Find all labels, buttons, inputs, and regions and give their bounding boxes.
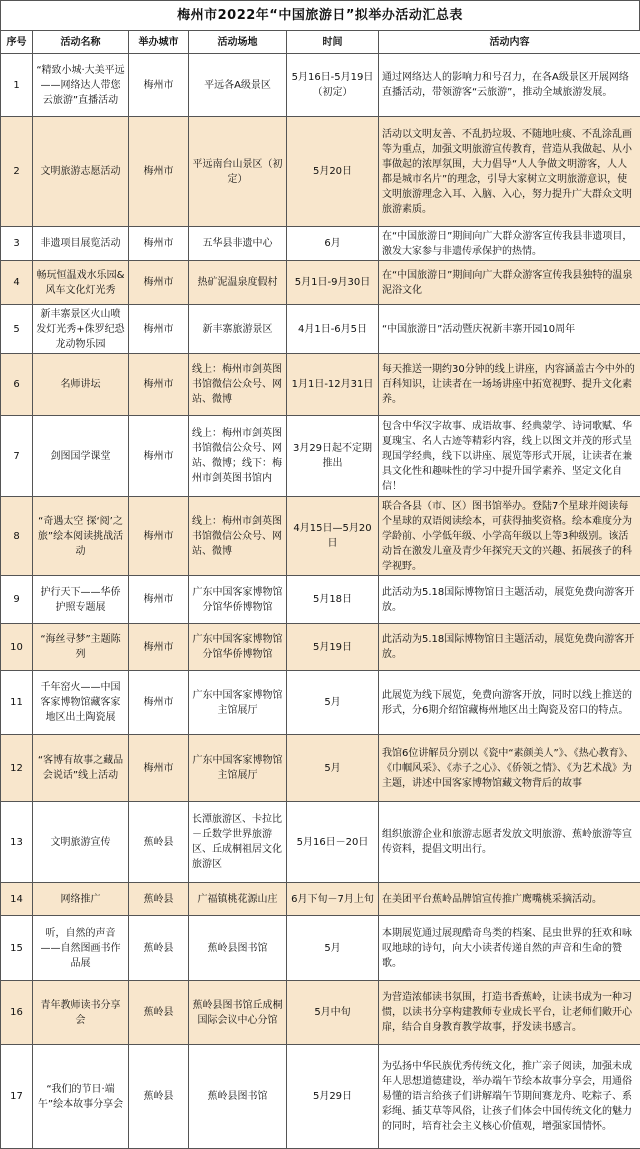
- table-row: [1, 354, 640, 416]
- cell-name: 网络推广: [33, 883, 129, 916]
- cell-time: 5月20日: [287, 117, 379, 227]
- cell-city: 梅州市: [129, 416, 189, 497]
- cell-city: 梅州市: [129, 497, 189, 576]
- cell-name: 新丰寨景区火山喷发灯光秀+侏罗纪恐龙动物乐园: [33, 305, 129, 354]
- table-row: [1, 981, 640, 1045]
- cell-no: 7: [1, 416, 33, 497]
- cell-city: 梅州市: [129, 227, 189, 261]
- cell-no: 16: [1, 981, 33, 1045]
- cell-time: 4月15日—5月20日: [287, 497, 379, 576]
- cell-city: 蕉岭县: [129, 883, 189, 916]
- cell-no: 3: [1, 227, 33, 261]
- cell-venue: 热矿泥温泉度假村: [189, 261, 287, 305]
- table-row: [1, 1045, 640, 1149]
- header-no: 序号: [1, 31, 33, 54]
- cell-content: 此活动为5.18国际博物馆日主题活动，展览免费向游客开放。: [379, 576, 640, 624]
- cell-name: 文明旅游志愿活动: [33, 117, 129, 227]
- cell-city: 蕉岭县: [129, 981, 189, 1045]
- cell-time: 6月: [287, 227, 379, 261]
- cell-content: 组织旅游企业和旅游志愿者发放文明旅游、蕉岭旅游等宣传资料，提倡文明出行。: [379, 802, 640, 883]
- cell-venue: 长潭旅游区、卡拉比－丘数学世界旅游区、丘成桐祖居文化旅游区: [189, 802, 287, 883]
- cell-name: “客博有故事之藏品会说话”线上活动: [33, 735, 129, 802]
- table-row: [1, 883, 640, 916]
- cell-time: 5月19日: [287, 624, 379, 671]
- cell-venue: 线上：梅州市剑英图书馆微信公众号、网站、微博；线下：梅州市剑英图书馆内: [189, 416, 287, 497]
- cell-no: 8: [1, 497, 33, 576]
- cell-content: 此活动为5.18国际博物馆日主题活动，展览免费向游客开放。: [379, 624, 640, 671]
- cell-name: “精致小城·大美平远——网络达人带您云旅游”直播活动: [33, 54, 129, 117]
- cell-time: 5月中旬: [287, 981, 379, 1045]
- table-row: [1, 497, 640, 576]
- cell-no: 17: [1, 1045, 33, 1149]
- cell-city: 梅州市: [129, 624, 189, 671]
- table-row: [1, 624, 640, 671]
- cell-no: 12: [1, 735, 33, 802]
- table-row: [1, 916, 640, 981]
- cell-content: 活动以文明友善、不乱扔垃圾、不随地吐痰、不乱涂乱画等为重点，加强文明旅游宣传教育，营造从我做起、从小事做起的浓厚氛围，大力倡导“人人争做文明游客，人人都是城市名片”的理念，引导大家树立文明旅游意识，使文明旅游理念入耳、入脑、入心，努力提升广大群众文明旅游素质。: [379, 117, 640, 227]
- table-row: [1, 227, 640, 261]
- cell-time: 5月18日: [287, 576, 379, 624]
- cell-content: “中国旅游日”活动暨庆祝新丰寨开园10周年: [379, 305, 640, 354]
- cell-city: 蕉岭县: [129, 1045, 189, 1149]
- cell-venue: 蕉岭县图书馆丘成桐国际会议中心分馆: [189, 981, 287, 1045]
- cell-no: 5: [1, 305, 33, 354]
- cell-time: 3月29日起不定期推出: [287, 416, 379, 497]
- header-city: 举办城市: [129, 31, 189, 54]
- cell-venue: 广东中国客家博物馆主馆展厅: [189, 671, 287, 735]
- cell-city: 蕉岭县: [129, 802, 189, 883]
- cell-name: 听，自然的声音——自然图画书作品展: [33, 916, 129, 981]
- header-time: 时间: [287, 31, 379, 54]
- header-content: 活动内容: [379, 31, 640, 54]
- cell-no: 10: [1, 624, 33, 671]
- cell-city: 梅州市: [129, 305, 189, 354]
- table-row: [1, 117, 640, 227]
- cell-city: 梅州市: [129, 735, 189, 802]
- cell-venue: 五华县非遗中心: [189, 227, 287, 261]
- cell-venue: 平远各A级景区: [189, 54, 287, 117]
- cell-city: 梅州市: [129, 354, 189, 416]
- cell-content: 此展览为线下展览，免费向游客开放，同时以线上推送的形式，分6期介绍馆藏梅州地区出土陶瓷及窑口的特点。: [379, 671, 640, 735]
- cell-no: 2: [1, 117, 33, 227]
- cell-city: 梅州市: [129, 576, 189, 624]
- table-row: [1, 671, 640, 735]
- cell-no: 9: [1, 576, 33, 624]
- activity-table: [0, 30, 640, 1149]
- cell-time: 5月29日: [287, 1045, 379, 1149]
- cell-city: 蕉岭县: [129, 916, 189, 981]
- cell-time: 5月: [287, 735, 379, 802]
- cell-content: 每天推送一期约30分钟的线上讲座，内容涵盖古今中外的百科知识，让读者在一场场讲座中拓宽视野、提升文化素养。: [379, 354, 640, 416]
- cell-venue: 新丰寨旅游景区: [189, 305, 287, 354]
- cell-venue: 广东中国客家博物馆分馆华侨博物馆: [189, 624, 287, 671]
- cell-time: 4月1日-6月5日: [287, 305, 379, 354]
- cell-content: 本期展览通过展现酷奇鸟类的档案、昆虫世界的狂欢和咏叹地球的诗句，向大小读者传递自然的声音和生命的赞歌。: [379, 916, 640, 981]
- header-row: [1, 31, 640, 54]
- cell-time: 1月1日-12月31日: [287, 354, 379, 416]
- table-row: [1, 802, 640, 883]
- cell-name: 千年窑火——中国客家博物馆藏客家地区出土陶瓷展: [33, 671, 129, 735]
- table-row: [1, 305, 640, 354]
- cell-content: 我馆6位讲解员分别以《瓷中“素颜美人”》、《热心教育》、《巾帼风采》、《赤子之心》、《侨领之情》、《为艺术战》为主题，讲述中国客家博物馆藏文物背后的故事: [379, 735, 640, 802]
- header-venue: 活动场地: [189, 31, 287, 54]
- table-row: [1, 416, 640, 497]
- cell-name: “海丝寻梦”主题陈列: [33, 624, 129, 671]
- cell-time: 5月1日-9月30日: [287, 261, 379, 305]
- cell-venue: 广东中国客家博物馆主馆展厅: [189, 735, 287, 802]
- cell-name: 文明旅游宣传: [33, 802, 129, 883]
- table-title: 梅州市2022年“中国旅游日”拟举办活动汇总表: [0, 0, 640, 30]
- cell-time: 5月16日－20日: [287, 802, 379, 883]
- cell-no: 14: [1, 883, 33, 916]
- table-row: [1, 735, 640, 802]
- cell-no: 1: [1, 54, 33, 117]
- cell-city: 梅州市: [129, 54, 189, 117]
- cell-time: 5月16日-5月19日（初定）: [287, 54, 379, 117]
- cell-content: 在美团平台蕉岭品牌馆宣传推广鹰嘴桃采摘活动。: [379, 883, 640, 916]
- cell-content: 包含中华汉字故事、成语故事、经典蒙学、诗词歌赋、华夏瑰宝、名人古迹等精彩内容，线上以图文并茂的形式呈现国学经典，线下以讲座、展览等形式开展，让读者在兼具文化性和趣味性的学习中提升国学素养、坚定文化自信！: [379, 416, 640, 497]
- cell-city: 梅州市: [129, 261, 189, 305]
- cell-no: 13: [1, 802, 33, 883]
- cell-name: 护行天下——华侨护照专题展: [33, 576, 129, 624]
- cell-no: 6: [1, 354, 33, 416]
- table-row: [1, 261, 640, 305]
- cell-venue: 线上：梅州市剑英图书馆微信公众号、网站、微博: [189, 497, 287, 576]
- cell-name: 名师讲坛: [33, 354, 129, 416]
- cell-name: “奇遇太空 探‘阅’之旅”绘本阅读挑战活动: [33, 497, 129, 576]
- cell-no: 4: [1, 261, 33, 305]
- cell-venue: 广东中国客家博物馆分馆华侨博物馆: [189, 576, 287, 624]
- cell-venue: 平远南台山景区（初定）: [189, 117, 287, 227]
- table-row: [1, 54, 640, 117]
- cell-no: 15: [1, 916, 33, 981]
- cell-venue: 线上：梅州市剑英图书馆微信公众号、网站、微博: [189, 354, 287, 416]
- cell-name: 非遗项目展览活动: [33, 227, 129, 261]
- cell-city: 梅州市: [129, 671, 189, 735]
- cell-name: 青年教师读书分享会: [33, 981, 129, 1045]
- header-name: 活动名称: [33, 31, 129, 54]
- cell-city: 梅州市: [129, 117, 189, 227]
- cell-time: 5月: [287, 916, 379, 981]
- cell-content: 为营造浓郁读书氛围，打造书香蕉岭，让读书成为一种习惯，以读书分享构建教师专业成长平台，让老师们敞开心扉，结合自身教育教学故事，抒发读书感言。: [379, 981, 640, 1045]
- cell-time: 6月下旬－7月上旬: [287, 883, 379, 916]
- cell-name: 剑图国学课堂: [33, 416, 129, 497]
- cell-name: “我们的节日·端午”绘本故事分享会: [33, 1045, 129, 1149]
- cell-no: 11: [1, 671, 33, 735]
- cell-venue: 蕉岭县图书馆: [189, 916, 287, 981]
- cell-venue: 蕉岭县图书馆: [189, 1045, 287, 1149]
- cell-content: 联合各县（市、区）图书馆举办。登陆7个星球并阅读每个星球的双语阅读绘本，可获得抽奖资格。绘本难度分为学龄前、小学低年级、小学高年级以上等3种级别。该活动旨在激发儿童及青少年探究天文的兴趣、拓展孩子的科学视野。: [379, 497, 640, 576]
- cell-content: 在“中国旅游日”期间向广大群众游客宣传我县独特的温泉泥浴文化: [379, 261, 640, 305]
- cell-time: 5月: [287, 671, 379, 735]
- cell-content: 在“中国旅游日”期间向广大群众游客宣传我县非遗项目，激发大家参与非遗传承保护的热情。: [379, 227, 640, 261]
- table-row: [1, 576, 640, 624]
- cell-venue: 广福镇桃花源山庄: [189, 883, 287, 916]
- cell-content: 为弘扬中华民族优秀传统文化，推广亲子阅读，加强未成年人思想道德建设，举办端午节绘本故事分享会，用通俗易懂的语言给孩子们讲解端午节期间赛龙舟、吃粽子、系彩绳、插艾草等风俗，让孩子们体会中国传统文化的魅力的同时，培育社会主义核心价值观，增强家国情怀。: [379, 1045, 640, 1149]
- cell-name: 畅玩恒温戏水乐园&风车文化灯光秀: [33, 261, 129, 305]
- cell-content: 通过网络达人的影响力和号召力，在各A级景区开展网络直播活动，带领游客“云旅游”，推动全域旅游发展。: [379, 54, 640, 117]
